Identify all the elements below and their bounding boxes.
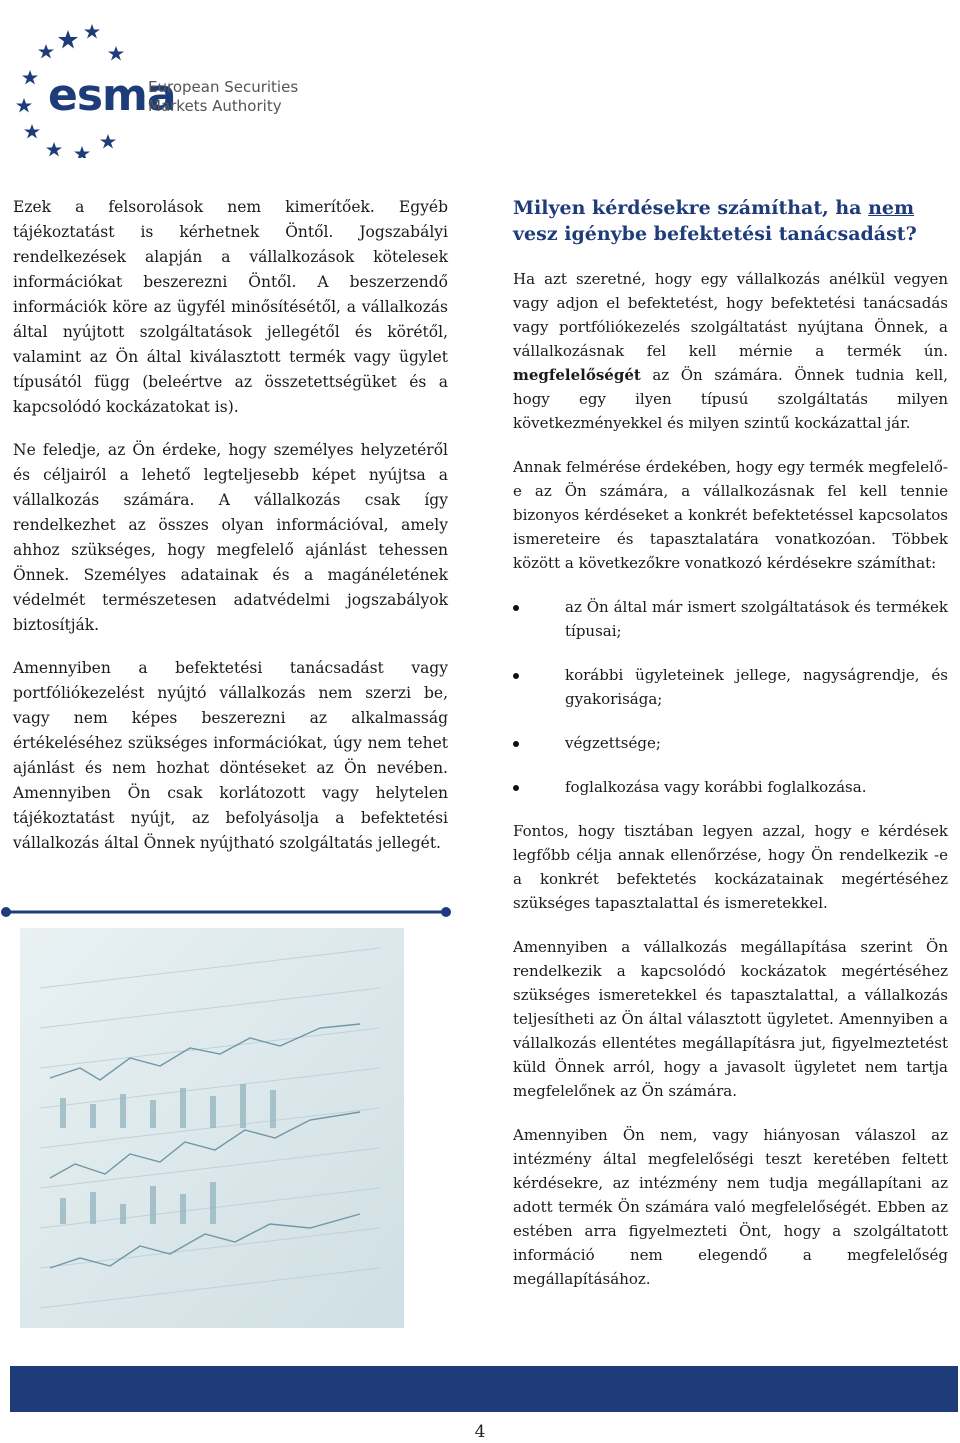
right-paragraph-1 [513,267,948,435]
section-divider [0,905,458,919]
right-column [513,195,948,1311]
logo-tagline [148,78,298,116]
left-column [13,195,448,874]
footer-bar [10,1366,958,1412]
right-paragraph-3: Fontos, hogy tisztában legyen azzal, hogy e kérdések legfőbb célja annak ellenőrzése, hogy Ön rendelkezik -e a konkrét befektetés kockázatainak megértéséhez szükséges tapasztalattal és ismeretekkel. [513,822,948,912]
right-paragraph-4: Amennyiben a vállalkozás megállapítása szerint Ön rendelkezik a kapcsolódó kockázatok megértéséhez szükséges ismeretekkel és tapasztalattal, a vállalkozás teljesítheti az Ön által választott ügyletet. Amennyiben a vállalkozás ellentétes megállapításra jut, figyelmeztetést küld Önnek arról, hogy a javasolt ügyletet nem tartja megfelelőnek az Ön számára. [513,938,948,1100]
financial-charts-photo [20,928,404,1328]
list-item: az Ön által már ismert szolgáltatások és termékek típusai; [513,595,948,643]
right-paragraph-2: Annak felmérése érdekében, hogy egy termék megfelelő-e az Ön számára, a vállalkozásnak fel kell tennie bizonyos kérdéseket a konkrét befektetéssel kapcsolatos ismereteire és tapasztalatára vonatkozóan. Többek között a következőkre vonatkozó kérdésekre számíthat: [513,458,948,572]
list-item: végzettsége; [513,731,948,755]
left-paragraph-1: Ezek a felsorolások nem kimerítőek. Egyéb tájékoztatást is kérhetnek Öntől. Jogszabályi rendelkezések alapján a vállalkozások kötelesek információkat beszerezni Öntől. A beszerzendő információk köre az ügyfél minősítésétől, a vállalkozás által nyújtott szolgáltatások jellegétől és körétől, valamint az Ön által kiválasztott termék vagy ügylet típusától függ (beleértve az összetettségüket és a kapcsolódó kockázatokat is). [13,198,448,416]
question-list [513,595,948,799]
list-item: korábbi ügyleteinek jellege, nagyságrendje, és gyakorisága; [513,663,948,711]
logo-tagline-line1: European Securities [148,78,299,96]
p1-bold-term: megfelelőségét [513,366,641,384]
heading-text-1: Milyen kérdésekre számíthat, ha [513,197,869,219]
list-item: foglalkozása vagy korábbi foglalkozása. [513,775,948,799]
left-paragraph-2: Ne feledje, az Ön érdeke, hogy személyes helyzetéről és céljairól a lehető legteljesebb képet nyújtsa a vállalkozás számára. A vállalkozás csak így rendelkezhet az összes olyan információval, amely ahhoz szükséges, hogy megfelelő ajánlást tehessen Önnek. Személyes adatainak és a magánéletének védelmét természetesen adatvédelmi jogszabályok biztosítják. [13,441,448,634]
logo-wordmark: esma [48,70,176,121]
heading-text-2: vesz igénybe befektetési tanácsadást? [513,223,917,245]
left-paragraph-3: Amennyiben a befektetési tanácsadást vagy portfóliókezelést nyújtó vállalkozás nem szerzi be, vagy nem képes beszerezni az alkalmasság értékeléséhez szükséges információkat, úgy nem tehet ajánlást és nem hozhat döntéseket az Ön nevében. Amennyiben Ön csak korlátozott vagy helytelen tájékoztatást nyújt, az befolyásolja a befektetési vállalkozás által Önnek nyújtható szolgáltatás jellegét. [13,659,448,852]
heading-underlined-word: nem [868,197,915,219]
esma-logo [8,18,308,158]
section-heading [513,195,948,247]
p1-text-before: Ha azt szeretné, hogy egy vállalkozás anélkül vegyen vagy adjon el befektetést, hogy befektetési tanácsadás vagy portfóliókezelés szolgáltatást nyújtana Önnek, a vállalkozásnak fel kell mérnie a termék ún. [513,270,948,360]
right-paragraph-5: Amennyiben Ön nem, vagy hiányosan válaszol az intézmény által megfelelőségi teszt keretében feltett kérdésekre, az intézmény nem tudja megállapítani az adott termék Ön számára való megfelelőségét. Ebben az estében arra figyelmezteti Önt, hogy a szolgáltatott információ nem elegendő a megfelelőség megállapításához. [513,1126,948,1288]
logo-tagline-line2: Markets Authority [148,97,282,115]
page-number: 4 [474,1422,486,1442]
p1-text-after: az Ön számára. Önnek tudnia kell, hogy egy ilyen típusú szolgáltatás milyen következményekkel és milyen szintű kockázattal jár. [513,366,948,432]
